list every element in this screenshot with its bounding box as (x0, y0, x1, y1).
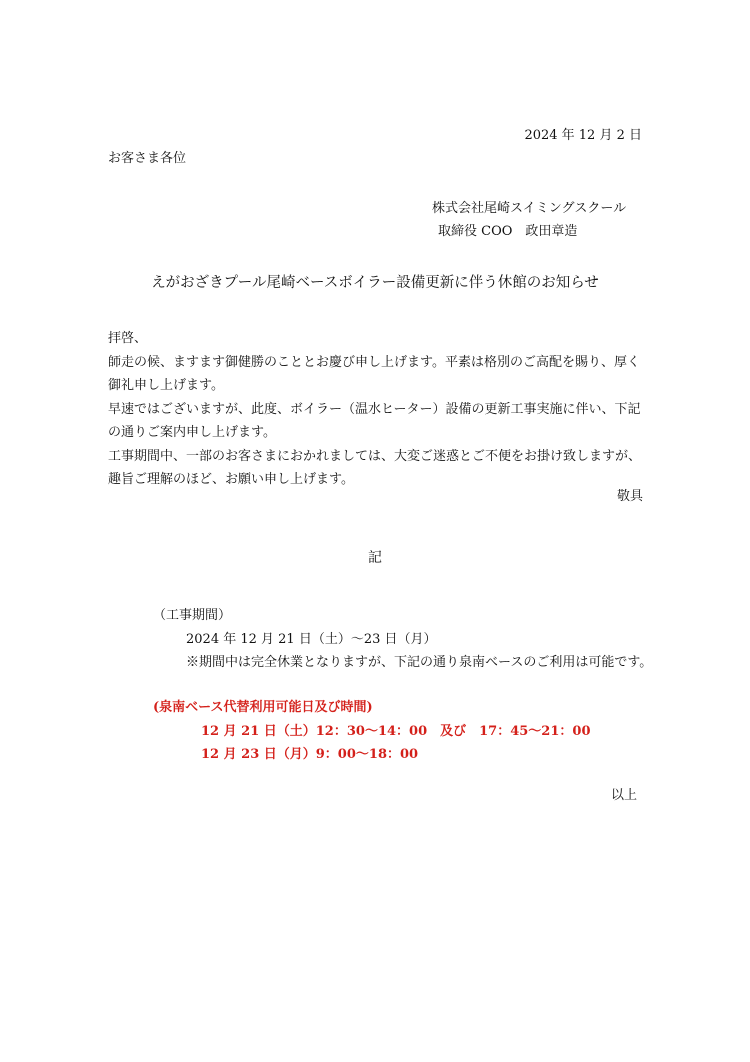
sender-company: 株式会社尾崎スイミングスクール (432, 201, 627, 216)
document-title: えがおざきプール尾崎ベースボイラー設備更新に伴う休館のお知らせ (151, 275, 599, 291)
body-line: 工事期間中、一部のお客さまにおかれましては、大変ご迷惑とご不便をお掛け致しますが、 (108, 448, 642, 464)
body-line: の通りご案内申し上げます。 (108, 425, 276, 440)
construction-period-dates: 2024 年 12 月 21 日（土）～23 日（月） (186, 631, 437, 647)
body-line: 御礼申し上げます。 (108, 378, 224, 393)
construction-period-note: ※期間中は完全休業となりますが、下記の通り泉南ベースのご利用は可能です。 (186, 655, 653, 670)
ki-heading: 記 (368, 550, 382, 566)
alternative-heading: (泉南ベース代替利用可能日及び時間) (153, 700, 373, 715)
alternative-time-2: 12 月 23 日（月）9：00～18：00 (201, 747, 419, 762)
sender-person: 取締役 COO 政田章造 (438, 224, 578, 239)
sender-block (432, 197, 626, 243)
alternative-availability (153, 696, 591, 767)
construction-period (153, 604, 652, 675)
greeting: 拝啓、 (108, 331, 148, 346)
letter-body (108, 327, 648, 492)
closing-word: 敬具 (616, 489, 643, 504)
construction-period-heading: （工事期間） (153, 608, 232, 623)
recipient: お客さま各位 (108, 151, 187, 166)
ending-word: 以上 (610, 788, 637, 803)
body-line: 師走の候、ますます御健勝のこととお慶び申し上げます。平素は格別のご高配を賜り、厚く (108, 354, 640, 370)
document-date: 2024 年 12 月 2 日 (524, 128, 642, 143)
alternative-time-1: 12 月 21 日（土）12：30～14：00 及び 17：45～21：00 (201, 723, 591, 739)
body-line: 趣旨ご理解のほど、お願い申し上げます。 (108, 472, 354, 487)
body-line: 早速ではございますが、此度、ボイラー（温水ヒーター）設備の更新工事実施に伴い、下記 (108, 401, 641, 417)
